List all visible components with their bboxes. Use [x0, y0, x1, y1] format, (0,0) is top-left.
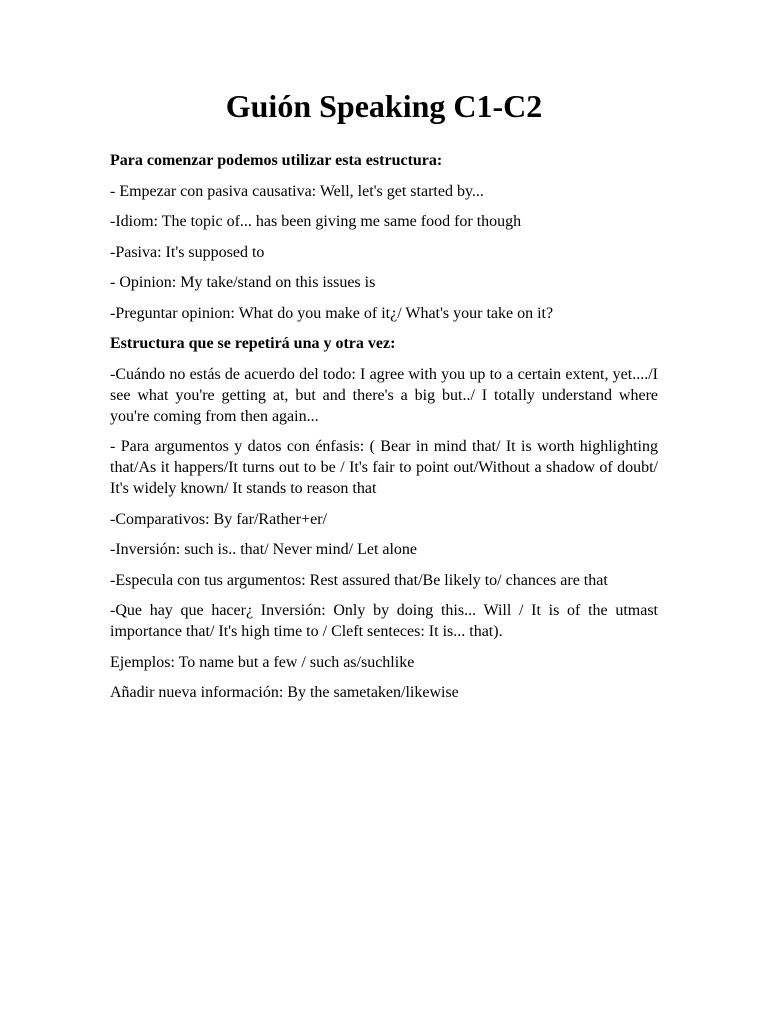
paragraph-inversion: -Inversión: such is.. that/ Never mind/ Let alone — [110, 541, 418, 558]
paragraph-idiom: -Idiom: The topic of... has been giving me same food for though — [110, 213, 522, 230]
paragraph-passive: -Pasiva: It's supposed to — [110, 243, 265, 261]
paragraph-speculate: -Especula con tus argumentos: Rest assured that/Be likely to/ chances are that — [110, 571, 608, 589]
paragraph-partial-agreement: -Cuándo no estás de acuerdo del todo: I agree with you up to a certain extent, yet..../I see what you're getting at, but and there's a big but../ I totally understand where you're coming from then again... — [110, 365, 658, 425]
paragraph-what-to-do: -Que hay que hacer¿ Inversión: Only by doing this... Will / It is of the utmast importance that/ It's high time to / Cleft senteces: It is... that). — [110, 602, 658, 640]
document-body — [110, 150, 658, 713]
paragraph-ask-opinion: -Preguntar opinion: What do you make of it¿/ What's your take on it? — [110, 304, 554, 322]
paragraph-add-information: Añadir nueva información: By the sametaken/likewise — [110, 684, 459, 701]
paragraph-passive-causative: - Empezar con pasiva causativa: Well, let's get started by... — [110, 182, 484, 200]
paragraph-emphasis-arguments: - Para argumentos y datos con énfasis: ( Bear in mind that/ It is worth highlighting that/As it happers/It turns out to be / It's fair to point out/Without a shadow of doubt/ It's widely known/ It stands to reason that — [110, 438, 658, 497]
section-heading-repeat: Estructura que se repetirá una y otra vez: — [110, 335, 396, 352]
document-title: Guión Speaking C1-C2 — [225, 88, 543, 124]
paragraph-opinion: - Opinion: My take/stand on this issues is — [110, 274, 376, 291]
section-heading-start: Para comenzar podemos utilizar esta estructura: — [110, 152, 443, 169]
paragraph-comparatives: -Comparativos: By far/Rather+er/ — [110, 510, 327, 528]
paragraph-examples: Ejemplos: To name but a few / such as/suchlike — [110, 653, 415, 671]
